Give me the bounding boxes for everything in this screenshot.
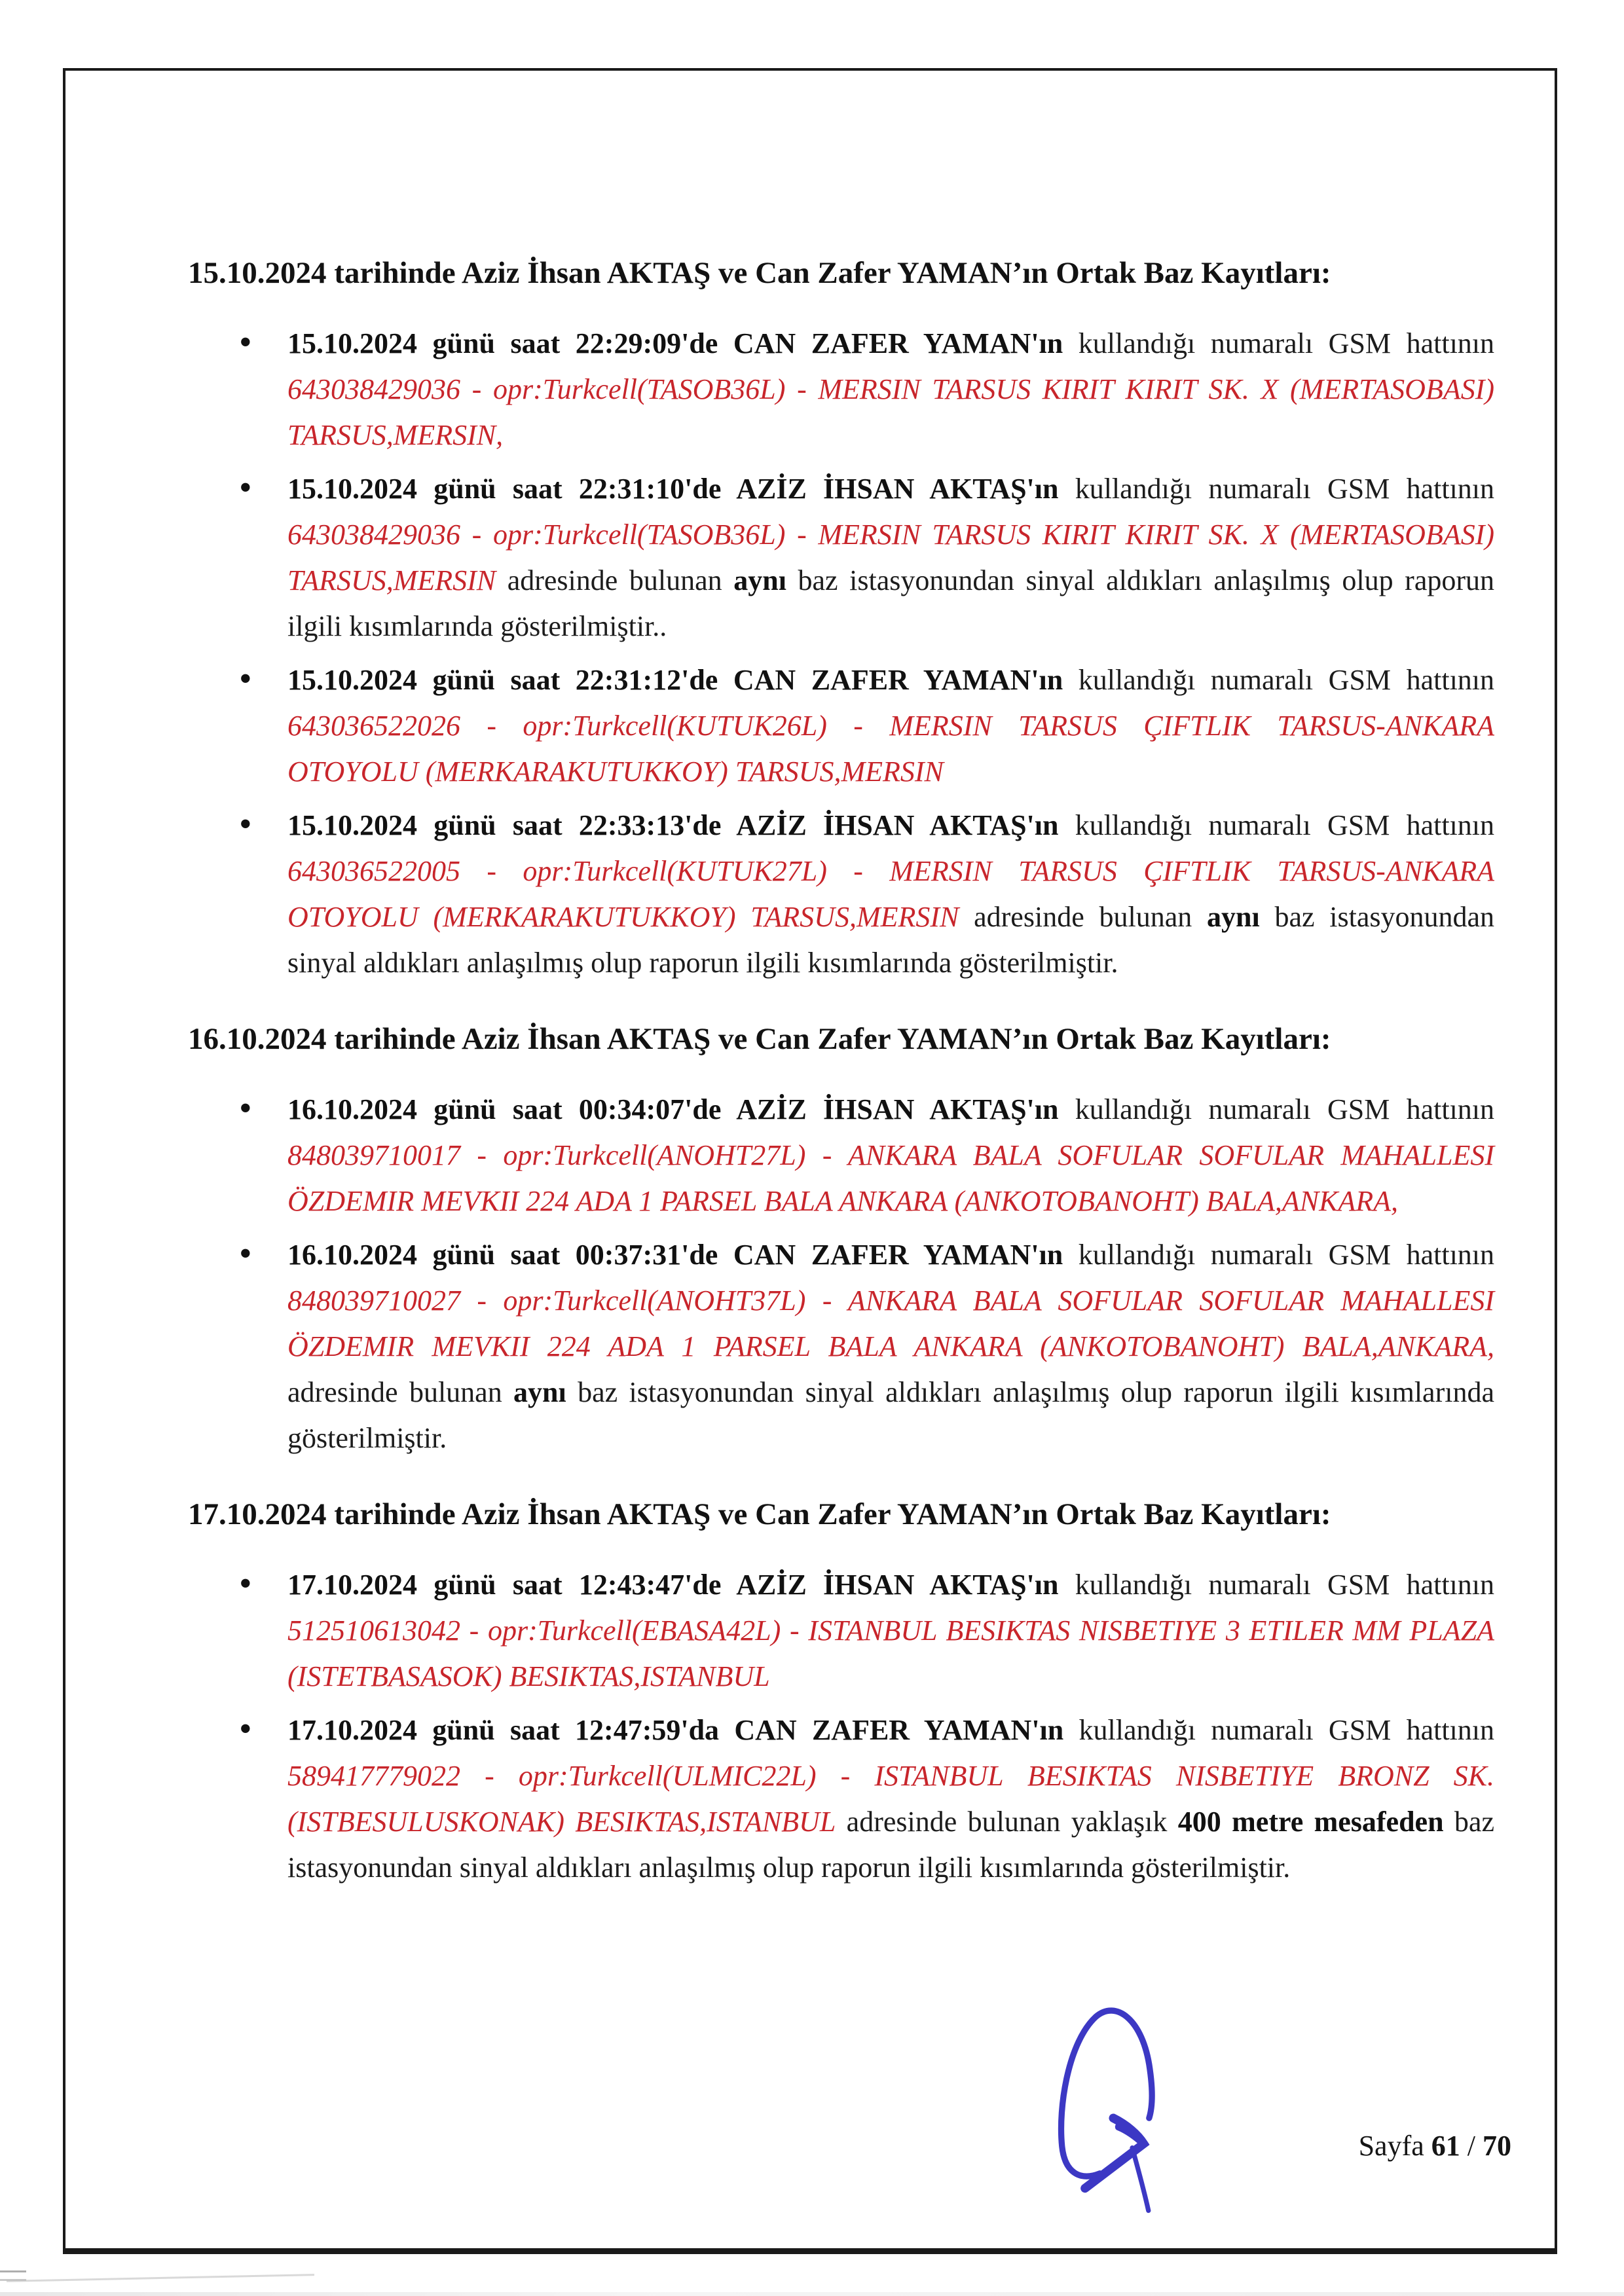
bullet-item bbox=[287, 657, 1494, 795]
page-number-total: 70 bbox=[1483, 2130, 1511, 2162]
text-segment: 16.10.2024 günü saat 00:34:07'de AZİZ İHSAN AKTAŞ'ın bbox=[287, 1093, 1059, 1125]
text-segment: adresinde bulunan yaklaşık bbox=[836, 1806, 1178, 1838]
text-segment: 16.10.2024 günü saat 00:37:31'de CAN ZAFER YAMAN'ın bbox=[287, 1239, 1063, 1271]
page-footer-label: Sayfa bbox=[1358, 2130, 1424, 2162]
text-segment: aynı bbox=[1206, 901, 1260, 933]
text-segment: kullandığı numaralı GSM hattının bbox=[1058, 1093, 1495, 1125]
text-segment: baz istasyonundan sinyal aldıkları anlaşılmış olup raporun ilgili kısımlarında gösterilmiştir. bbox=[287, 901, 1495, 979]
text-segment: baz istasyonundan sinyal aldıkları anlaşılmış olup raporun ilgili kısımlarında gösterilmiştir. bbox=[287, 1806, 1494, 1884]
record-section bbox=[188, 1491, 1494, 1891]
text-segment: kullandığı numaralı GSM hattının bbox=[1058, 809, 1495, 841]
text-segment: 15.10.2024 günü saat 22:33:13'de AZİZ İHSAN AKTAŞ'ın bbox=[287, 809, 1059, 841]
text-segment: 400 metre mesafeden bbox=[1177, 1806, 1444, 1838]
bullet-item bbox=[287, 321, 1494, 458]
bullet-list bbox=[188, 1562, 1494, 1891]
text-segment: 15.10.2024 günü saat 22:29:09'de CAN ZAFER YAMAN'ın bbox=[287, 327, 1063, 359]
bullet-item bbox=[287, 1232, 1494, 1461]
section-heading: 16.10.2024 tarihinde Aziz İhsan AKTAŞ ve Can Zafer YAMAN’ın Ortak Baz Kayıtları: bbox=[188, 1022, 1331, 1056]
bullet-list bbox=[188, 321, 1494, 986]
signature-scribble bbox=[1053, 2005, 1210, 2221]
text-segment: 848039710027 - opr:Turkcell(ANOHT37L) - ANKARA BALA SOFULAR SOFULAR MAHALLESI ÖZDEMIR MEVKII 224 ADA 1 PARSEL BALA ANKARA (ANKOTOBANOHT) BALA,ANKARA, bbox=[287, 1285, 1494, 1362]
page-number-current: 61 bbox=[1431, 2130, 1460, 2162]
record-section bbox=[188, 1016, 1494, 1461]
text-segment: adresinde bulunan bbox=[496, 564, 734, 596]
text-segment: baz istasyonundan sinyal aldıkları anlaşılmış olup raporun ilgili kısımlarında gösterilmiştir.. bbox=[287, 564, 1495, 642]
text-segment: aynı bbox=[513, 1376, 566, 1408]
section-heading: 15.10.2024 tarihinde Aziz İhsan AKTAŞ ve Can Zafer YAMAN’ın Ortak Baz Kayıtları: bbox=[188, 256, 1331, 290]
bullet-item bbox=[287, 803, 1494, 986]
page-number-separator: / bbox=[1467, 2130, 1475, 2162]
sections bbox=[188, 250, 1494, 1891]
bullet-item bbox=[287, 1562, 1494, 1700]
scan-smudge bbox=[7, 2274, 314, 2282]
scan-smudge-corner bbox=[0, 2270, 26, 2281]
record-section bbox=[188, 250, 1494, 986]
text-segment: kullandığı numaralı GSM hattının bbox=[1063, 1714, 1495, 1746]
text-segment: aynı bbox=[733, 564, 786, 596]
text-segment: adresinde bulunan bbox=[287, 1376, 514, 1408]
text-segment: kullandığı numaralı GSM hattının bbox=[1058, 473, 1495, 505]
text-segment: 643038429036 - opr:Turkcell(TASOB36L) - MERSIN TARSUS KIRIT KIRIT SK. X (MERTASOBASI) TARSUS,MERSIN bbox=[287, 519, 1494, 596]
scan-edge-shadow bbox=[0, 2292, 1624, 2296]
text-segment: 643036522026 - opr:Turkcell(KUTUK26L) - MERSIN TARSUS ÇIFTLIK TARSUS-ANKARA OTOYOLU (MERKARAKUTUKKOY) TARSUS,MERSIN bbox=[287, 710, 1494, 788]
text-segment: kullandığı numaralı GSM hattının bbox=[1063, 664, 1495, 696]
text-segment: 589417779022 - opr:Turkcell(ULMIC22L) - ISTANBUL BESIKTAS NISBETIYE BRONZ SK. (ISTBESULUSKONAK) BESIKTAS,ISTANBUL bbox=[287, 1760, 1494, 1838]
bullet-item bbox=[287, 1707, 1494, 1891]
text-segment: 15.10.2024 günü saat 22:31:12'de CAN ZAFER YAMAN'ın bbox=[287, 664, 1063, 696]
bullet-item bbox=[287, 1087, 1494, 1224]
section-heading: 17.10.2024 tarihinde Aziz İhsan AKTAŞ ve Can Zafer YAMAN’ın Ortak Baz Kayıtları: bbox=[188, 1497, 1331, 1531]
text-segment: 643038429036 - opr:Turkcell(TASOB36L) - MERSIN TARSUS KIRIT KIRIT SK. X (MERTASOBASI) TARSUS,MERSIN, bbox=[287, 373, 1494, 451]
text-segment: baz istasyonundan sinyal aldıkları anlaşılmış olup raporun ilgili kısımlarında gösterilmiştir. bbox=[287, 1376, 1494, 1454]
text-segment: kullandığı numaralı GSM hattının bbox=[1063, 327, 1495, 359]
text-segment: kullandığı numaralı GSM hattının bbox=[1058, 1569, 1495, 1601]
text-segment: 643036522005 - opr:Turkcell(KUTUK27L) - MERSIN TARSUS ÇIFTLIK TARSUS-ANKARA OTOYOLU (MERKARAKUTUKKOY) TARSUS,MERSIN bbox=[287, 855, 1494, 933]
text-segment: adresinde bulunan bbox=[959, 901, 1207, 933]
bullet-list bbox=[188, 1087, 1494, 1461]
text-segment: 848039710017 - opr:Turkcell(ANOHT27L) - ANKARA BALA SOFULAR SOFULAR MAHALLESI ÖZDEMIR MEVKII 224 ADA 1 PARSEL BALA ANKARA (ANKOTOBANOHT) BALA,ANKARA, bbox=[287, 1139, 1494, 1217]
text-segment: 17.10.2024 günü saat 12:43:47'de AZİZ İHSAN AKTAŞ'ın bbox=[287, 1569, 1059, 1601]
text-segment: 15.10.2024 günü saat 22:31:10'de AZİZ İHSAN AKTAŞ'ın bbox=[287, 473, 1059, 505]
text-segment: 512510613042 - opr:Turkcell(EBASA42L) - ISTANBUL BESIKTAS NISBETIYE 3 ETILER MM PLAZA (ISTETBASASOK) BESIKTAS,ISTANBUL bbox=[287, 1614, 1494, 1692]
text-segment: kullandığı numaralı GSM hattının bbox=[1063, 1239, 1495, 1271]
page-footer bbox=[1359, 2129, 1511, 2162]
text-segment: 17.10.2024 günü saat 12:47:59'da CAN ZAFER YAMAN'ın bbox=[287, 1714, 1064, 1746]
report-body bbox=[188, 250, 1494, 1899]
bullet-item bbox=[287, 466, 1494, 649]
